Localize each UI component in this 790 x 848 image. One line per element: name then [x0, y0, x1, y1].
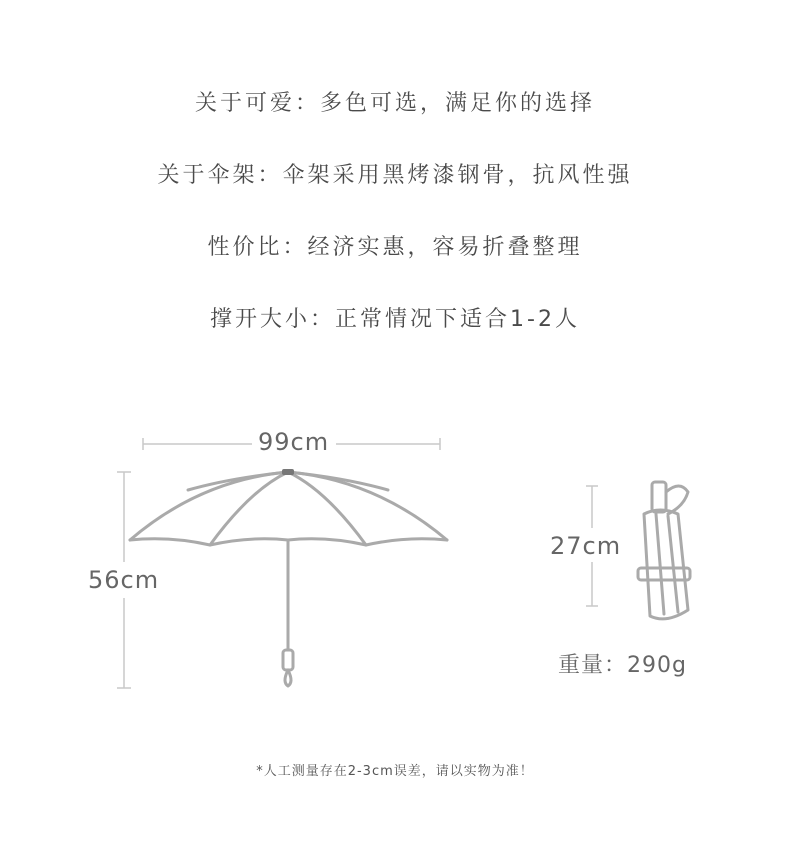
measurement-note: *人工测量存在2-3cm误差，请以实物为准！ — [256, 764, 534, 779]
spec-frame: 关于伞架：伞架采用黑烤漆钢骨，抗风性强 — [157, 163, 633, 188]
folded-umbrella-icon — [638, 482, 690, 619]
folded-length-label: 27cm — [550, 532, 622, 560]
spec-cute: 关于可爱：多色可选，满足你的选择 — [194, 91, 595, 116]
spec-size: 撑开大小：正常情况下适合1-2人 — [210, 307, 580, 332]
open-umbrella-icon — [130, 472, 447, 686]
open-height-label: 56cm — [88, 566, 160, 594]
weight-label: 重量：290g — [558, 653, 687, 678]
umbrella-tip — [282, 469, 294, 475]
spec-value: 性价比：经济实惠，容易折叠整理 — [207, 235, 583, 260]
open-width-label: 99cm — [258, 428, 330, 456]
